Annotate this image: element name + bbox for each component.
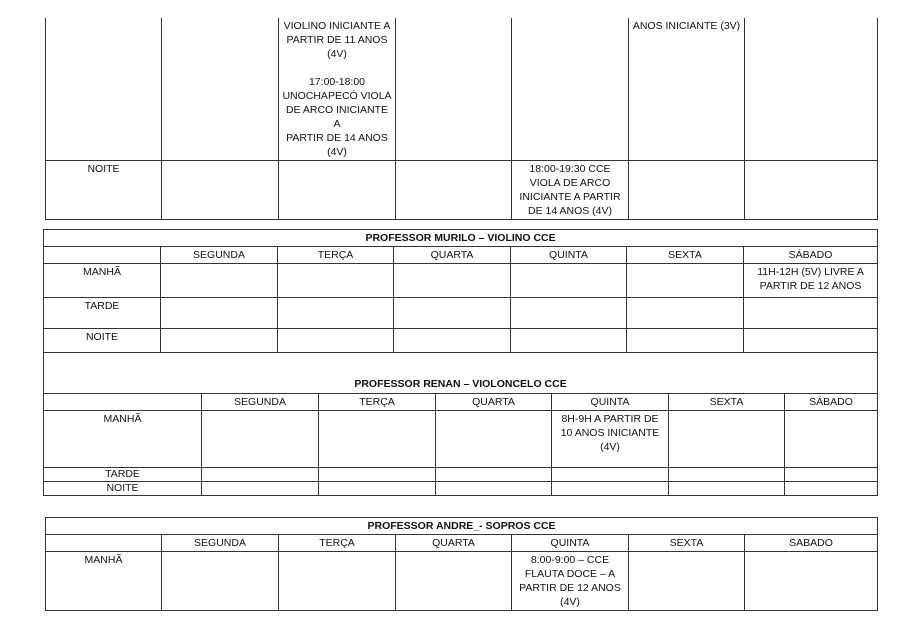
schedule-cell <box>394 329 511 353</box>
schedule-cell <box>319 410 436 467</box>
schedule-cell <box>745 552 878 611</box>
header-cell: SEGUNDA <box>162 535 279 552</box>
header-cell: SEGUNDA <box>202 393 319 410</box>
schedule-fragment-table <box>45 18 878 220</box>
schedule-cell <box>669 467 785 481</box>
header-cell: QUINTA <box>512 535 629 552</box>
row-label: MANHÃ <box>46 552 162 611</box>
header-cell: QUINTA <box>552 393 669 410</box>
fragment-cell: VIOLINO INICIANTE A PARTIR DE 11 ANOS (4V) 17:00-18:00 UNOCHAPECÓ VIOLA DE ARCO INICIANTE A PARTIR DE 14 ANOS (4V) <box>279 18 396 161</box>
table-title: PROFESSOR MURILO – VIOLINO CCE <box>44 230 878 247</box>
schedule-cell <box>394 264 511 298</box>
schedule-cell <box>627 264 744 298</box>
schedule-cell <box>627 298 744 329</box>
schedule-table-andre <box>45 517 878 611</box>
fragment-cell <box>745 161 878 220</box>
fragment-cell <box>745 18 878 161</box>
header-cell <box>44 247 161 264</box>
schedule-cell <box>785 467 878 481</box>
fragment-cell <box>396 18 512 161</box>
spacer-cell <box>44 353 878 381</box>
schedule-cell: 8H-9H A PARTIR DE 10 ANOS INICIANTE (4V) <box>552 410 669 467</box>
table-row <box>44 329 878 353</box>
schedule-cell: 8:00-9:00 – CCE FLAUTA DOCE – A PARTIR DE 12 ANOS (4V) <box>512 552 629 611</box>
header-row <box>44 247 878 264</box>
schedule-cell: 11H-12H (5V) LIVRE A PARTIR DE 12 ANOS <box>744 264 878 298</box>
schedule-cell <box>161 329 278 353</box>
fragment-cell <box>162 161 279 220</box>
header-cell: QUARTA <box>436 393 552 410</box>
header-cell: SABADO <box>745 535 878 552</box>
header-cell: QUARTA <box>396 535 512 552</box>
schedule-cell <box>161 298 278 329</box>
table-row <box>44 481 878 495</box>
fragment-cell <box>396 161 512 220</box>
row-label: TARDE <box>44 467 202 481</box>
schedule-cell <box>785 481 878 495</box>
schedule-cell <box>669 410 785 467</box>
header-cell: TERÇA <box>279 535 396 552</box>
table-title-row <box>44 230 878 247</box>
fragment-cell <box>512 18 629 161</box>
schedule-table-renan <box>43 378 878 496</box>
header-cell: SEGUNDA <box>161 247 278 264</box>
fragment-row-afternoon <box>46 18 878 161</box>
row-label: MANHÃ <box>44 264 161 298</box>
fragment-cell <box>629 161 745 220</box>
schedule-cell <box>552 481 669 495</box>
fragment-cell: ANOS INICIANTE (3V) <box>629 18 745 161</box>
table-title-row <box>46 518 878 535</box>
schedule-cell <box>162 552 279 611</box>
schedule-cell <box>629 552 745 611</box>
schedule-cell <box>744 298 878 329</box>
header-row <box>46 535 878 552</box>
header-cell: SEXTA <box>629 535 745 552</box>
fragment-cell <box>279 161 396 220</box>
schedule-cell <box>278 298 394 329</box>
schedule-cell <box>627 329 744 353</box>
header-cell: SEXTA <box>627 247 744 264</box>
schedule-cell <box>319 481 436 495</box>
header-cell: TERÇA <box>278 247 394 264</box>
schedule-cell <box>279 552 396 611</box>
fragment-cell <box>46 18 162 161</box>
schedule-cell <box>744 329 878 353</box>
header-cell: TERÇA <box>319 393 436 410</box>
header-cell: SÁBADO <box>744 247 878 264</box>
schedule-cell <box>511 264 627 298</box>
row-label: MANHÃ <box>44 410 202 467</box>
schedule-cell <box>319 467 436 481</box>
table-title-row <box>44 378 878 393</box>
schedule-cell <box>436 467 552 481</box>
schedule-cell <box>278 264 394 298</box>
row-label: NOITE <box>44 329 161 353</box>
header-cell: SÁBADO <box>785 393 878 410</box>
table-title: PROFESSOR RENAN – VIOLONCELO CCE <box>44 378 878 393</box>
schedule-cell <box>202 410 319 467</box>
schedule-cell <box>511 329 627 353</box>
schedule-cell <box>202 467 319 481</box>
table-row <box>44 264 878 298</box>
row-label: NOITE <box>46 161 162 220</box>
schedule-cell <box>394 298 511 329</box>
table-title: PROFESSOR ANDRE_- SOPROS CCE <box>46 518 878 535</box>
schedule-cell <box>552 467 669 481</box>
schedule-cell <box>785 410 878 467</box>
fragment-cell <box>162 18 279 161</box>
fragment-row-night <box>46 161 878 220</box>
header-cell <box>44 393 202 410</box>
table-row <box>44 467 878 481</box>
spacer-row <box>44 353 878 381</box>
schedule-cell <box>436 410 552 467</box>
row-label: NOITE <box>44 481 202 495</box>
header-cell: QUARTA <box>394 247 511 264</box>
header-cell <box>46 535 162 552</box>
table-row <box>44 298 878 329</box>
schedule-cell <box>669 481 785 495</box>
header-cell: SEXTA <box>669 393 785 410</box>
schedule-cell <box>436 481 552 495</box>
schedule-table-murilo <box>43 229 878 381</box>
header-cell: QUINTA <box>511 247 627 264</box>
schedule-cell <box>396 552 512 611</box>
table-row <box>46 552 878 611</box>
table-row <box>44 410 878 467</box>
schedule-cell <box>202 481 319 495</box>
header-row <box>44 393 878 410</box>
fragment-cell: 18:00-19:30 CCE VIOLA DE ARCO INICIANTE A PARTIR DE 14 ANOS (4V) <box>512 161 629 220</box>
schedule-cell <box>278 329 394 353</box>
schedule-cell <box>511 298 627 329</box>
row-label: TARDE <box>44 298 161 329</box>
schedule-cell <box>161 264 278 298</box>
